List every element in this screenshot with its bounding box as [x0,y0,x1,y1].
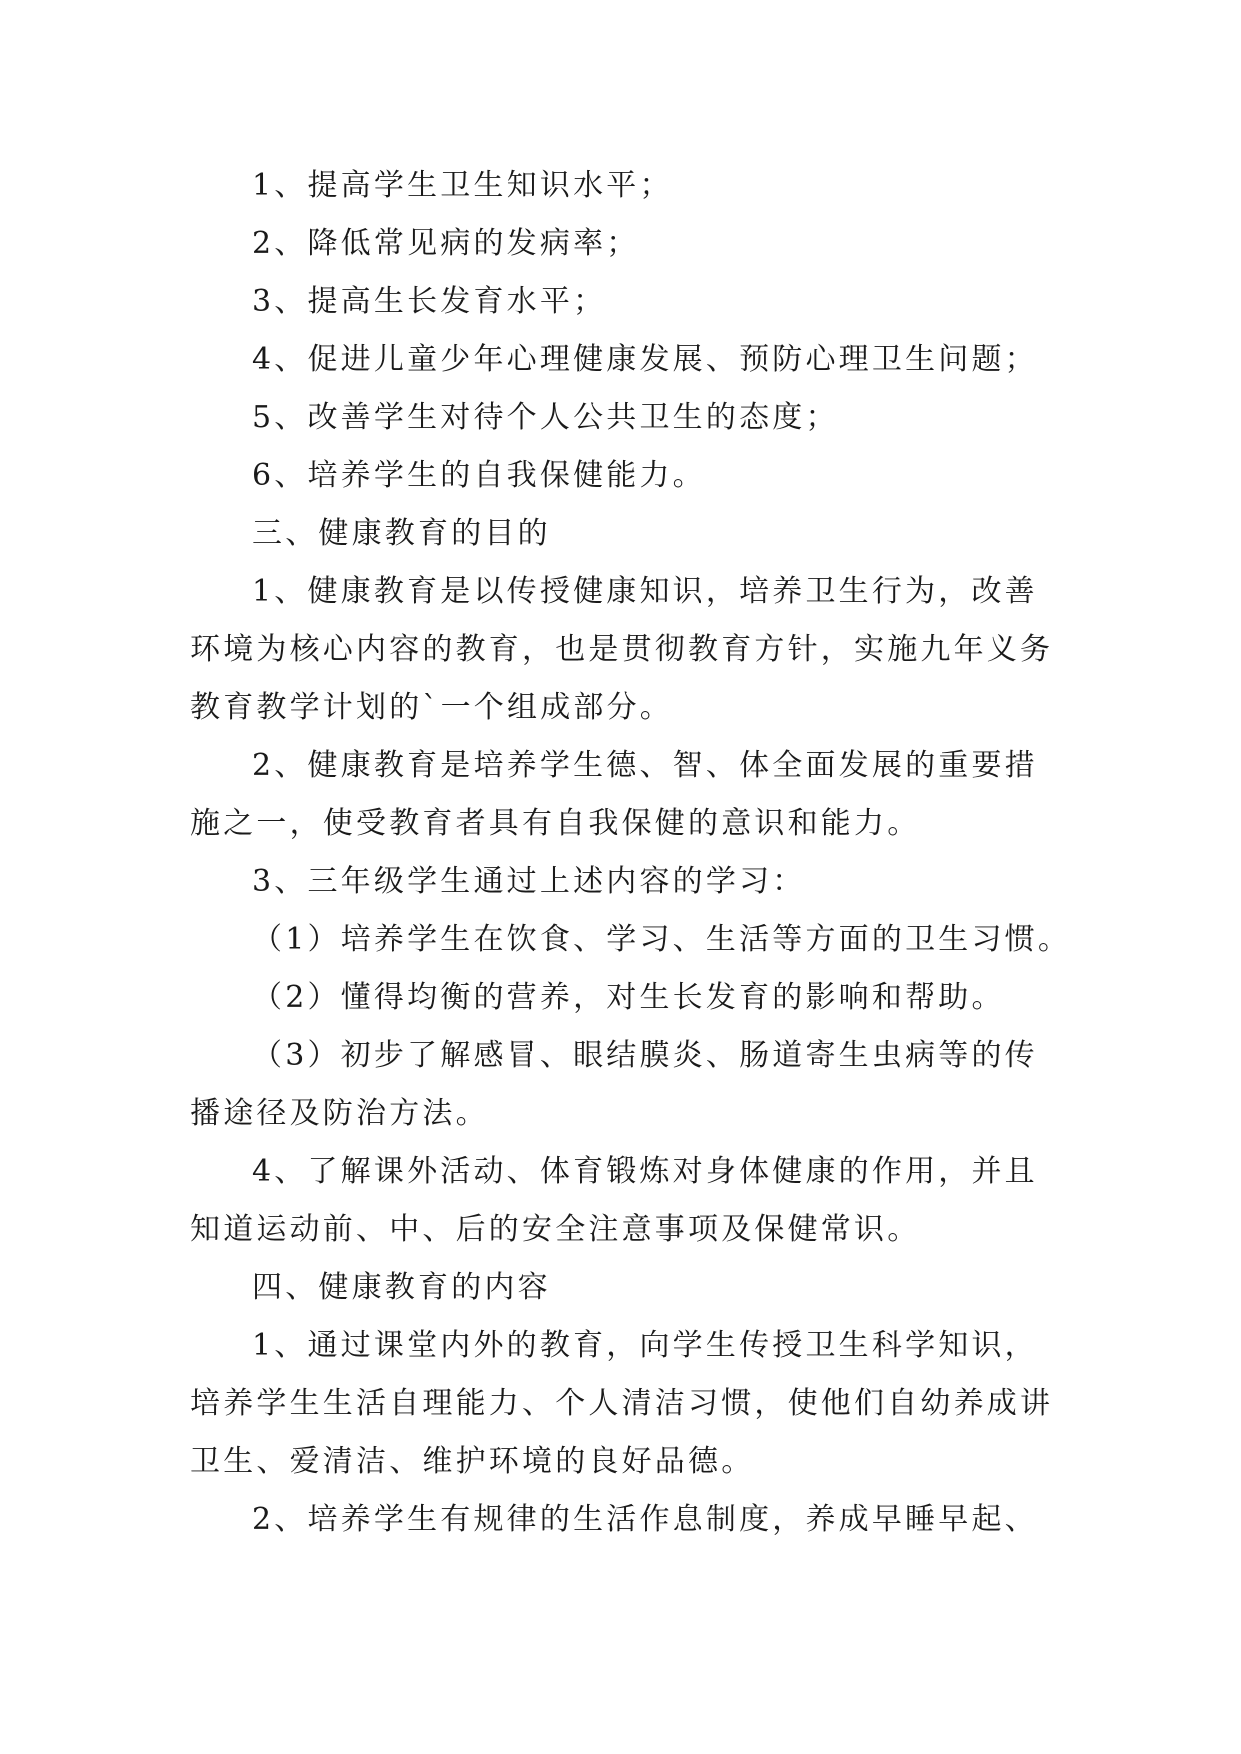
paragraph-line: 培养学生生活自理能力、个人清洁习惯，使他们自幼养成讲 [190,1386,1054,1421]
paragraph-line: 2、健康教育是培养学生德、智、体全面发展的重要措 [252,748,1038,783]
sub-item-1: （1）培养学生在饮食、学习、生活等方面的卫生习惯。 [252,922,1072,957]
paragraph-line: 1、健康教育是以传授健康知识，培养卫生行为，改善 [252,574,1038,609]
paragraph-line: 施之一，使受教育者具有自我保健的意识和能力。 [190,806,921,841]
paragraph-line: 2、培养学生有规律的生活作息制度，养成早睡早起、 [252,1502,1038,1537]
section-heading-3: 三、健康教育的目的 [252,516,551,551]
paragraph-line: 3、三年级学生通过上述内容的学习： [252,864,806,899]
section-heading-4: 四、健康教育的内容 [252,1270,551,1305]
list-item-5: 5、改善学生对待个人公共卫生的态度； [252,400,839,435]
paragraph-line: 播途径及防治方法。 [190,1096,489,1131]
list-item-4: 4、促进儿童少年心理健康发展、预防心理卫生问题； [252,342,1038,377]
paragraph-line: 卫生、爱清洁、维护环境的良好品德。 [190,1444,755,1479]
list-item-1: 1、提高学生卫生知识水平； [252,168,673,203]
paragraph-line: 知道运动前、中、后的安全注意事项及保健常识。 [190,1212,921,1247]
sub-item-2: （2）懂得均衡的营养，对生长发育的影响和帮助。 [252,980,1005,1015]
list-item-3: 3、提高生长发育水平； [252,284,607,319]
list-item-6: 6、培养学生的自我保健能力。 [252,458,706,493]
list-item-2: 2、降低常见病的发病率； [252,226,640,261]
paragraph-line: 4、了解课外活动、体育锻炼对身体健康的作用，并且 [252,1154,1038,1189]
paragraph-line: 1、通过课堂内外的教育，向学生传授卫生科学知识， [252,1328,1038,1363]
paragraph-line: 环境为核心内容的教育，也是贯彻教育方针，实施九年义务 [190,632,1054,667]
paragraph-line: 教育教学计划的`一个组成部分。 [190,690,673,725]
sub-item-3: （3）初步了解感冒、眼结膜炎、肠道寄生虫病等的传 [252,1038,1038,1073]
